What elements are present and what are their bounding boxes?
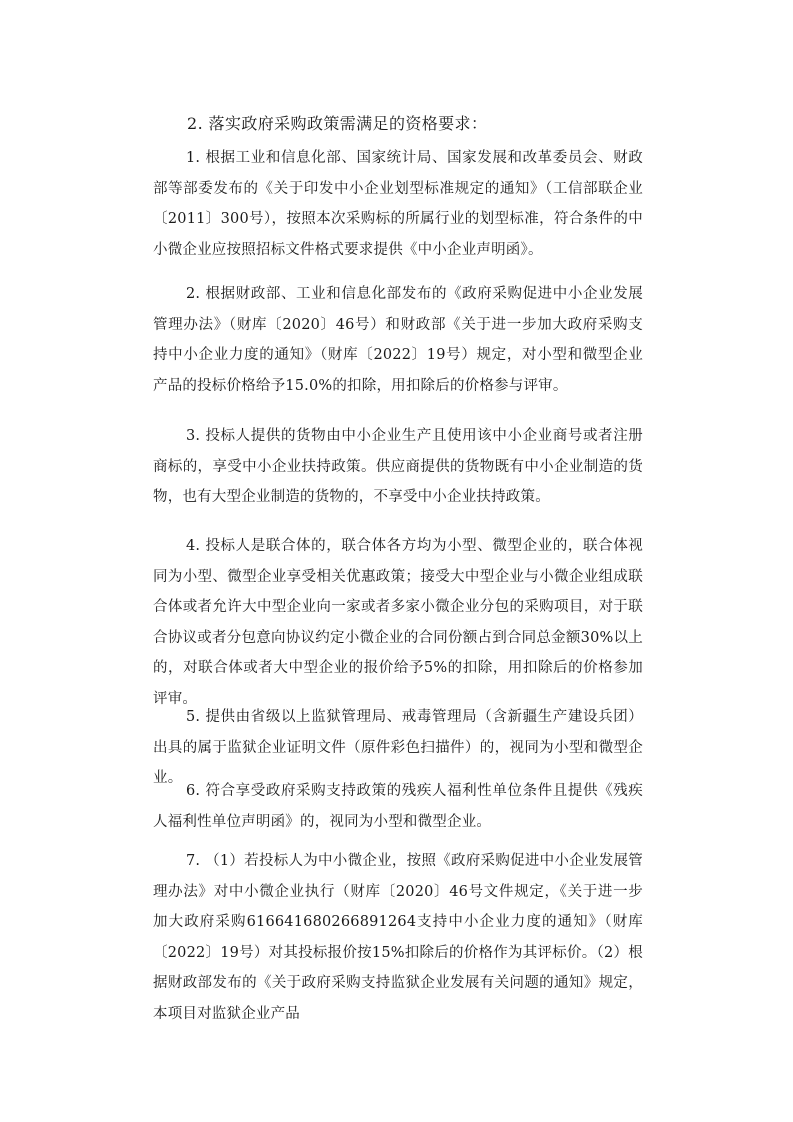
paragraph-consortium: 4. 投标人是联合体的，联合体各方均为小型、微型企业的，联合体视同为小型、微型企业享受相关优惠政策；接受大中型企业与小微企业组成联合体或者允许大中型企业向一家或者多家小微企业分包的采购项目，对于联合协议或者分包意向协议约定小微企业的合同份额占到合同总金额30%以上的，对联合体或者大中型企业的报价给予5%的扣除，用扣除后的价格参加评审。 bbox=[153, 538, 643, 707]
paragraph-bid-evaluation: 7. （1）若投标人为中小微企业，按照《政府采购促进中小企业发展管理办法》对中小微企业执行（财库〔2020〕46号文件规定，《关于进一步加大政府采购616641680266891264支持中小企业力度的通知》（财库〔2022〕19号）对其投标报价按15%扣除后的价格作为其评标价。（2）根据财政部发布的《关于政府采购支持监狱企业发展有关问题的通知》规定，本项目对监狱企业产品 bbox=[153, 853, 643, 1022]
paragraph-disability-welfare: 6. 符合享受政府采购支持政策的残疾人福利性单位条件且提供《残疾人福利性单位声明函》的，视同为小型和微型企业。 bbox=[153, 783, 643, 830]
paragraph-sme-classification: 1. 根据工业和信息化部、国家统计局、国家发展和改革委员会、财政部等部委发布的《关于印发中小企业划型标准规定的通知》（工信部联企业〔2011〕300号），按照本次采购标的所属行业的划型标准，符合条件的中小微企业应按照招标文件格式要求提供《中小企业声明函》。 bbox=[153, 150, 643, 258]
paragraph-goods-policy: 3. 投标人提供的货物由中小企业生产且使用该中小企业商号或者注册商标的，享受中小企业扶持政策。供应商提供的货物既有中小企业制造的货物，也有大型企业制造的货物的，不享受中小企业扶持政策。 bbox=[153, 428, 643, 505]
paragraph-price-deduction: 2. 根据财政部、工业和信息化部发布的《政府采购促进中小企业发展管理办法》（财库〔2020〕46号）和财政部《关于进一步加大政府采购支持中小企业力度的通知》（财库〔2022〕19号）规定，对小型和微型企业产品的投标价格给予15.0%的扣除，用扣除后的价格参与评审。 bbox=[153, 286, 643, 394]
paragraph-prison-enterprise: 5. 提供由省级以上监狱管理局、戒毒管理局（含新疆生产建设兵团）出具的属于监狱企业证明文件（原件彩色扫描件）的，视同为小型和微型企业。 bbox=[153, 709, 643, 786]
section-heading: 2. 落实政府采购政策需满足的资格要求： bbox=[187, 114, 488, 133]
